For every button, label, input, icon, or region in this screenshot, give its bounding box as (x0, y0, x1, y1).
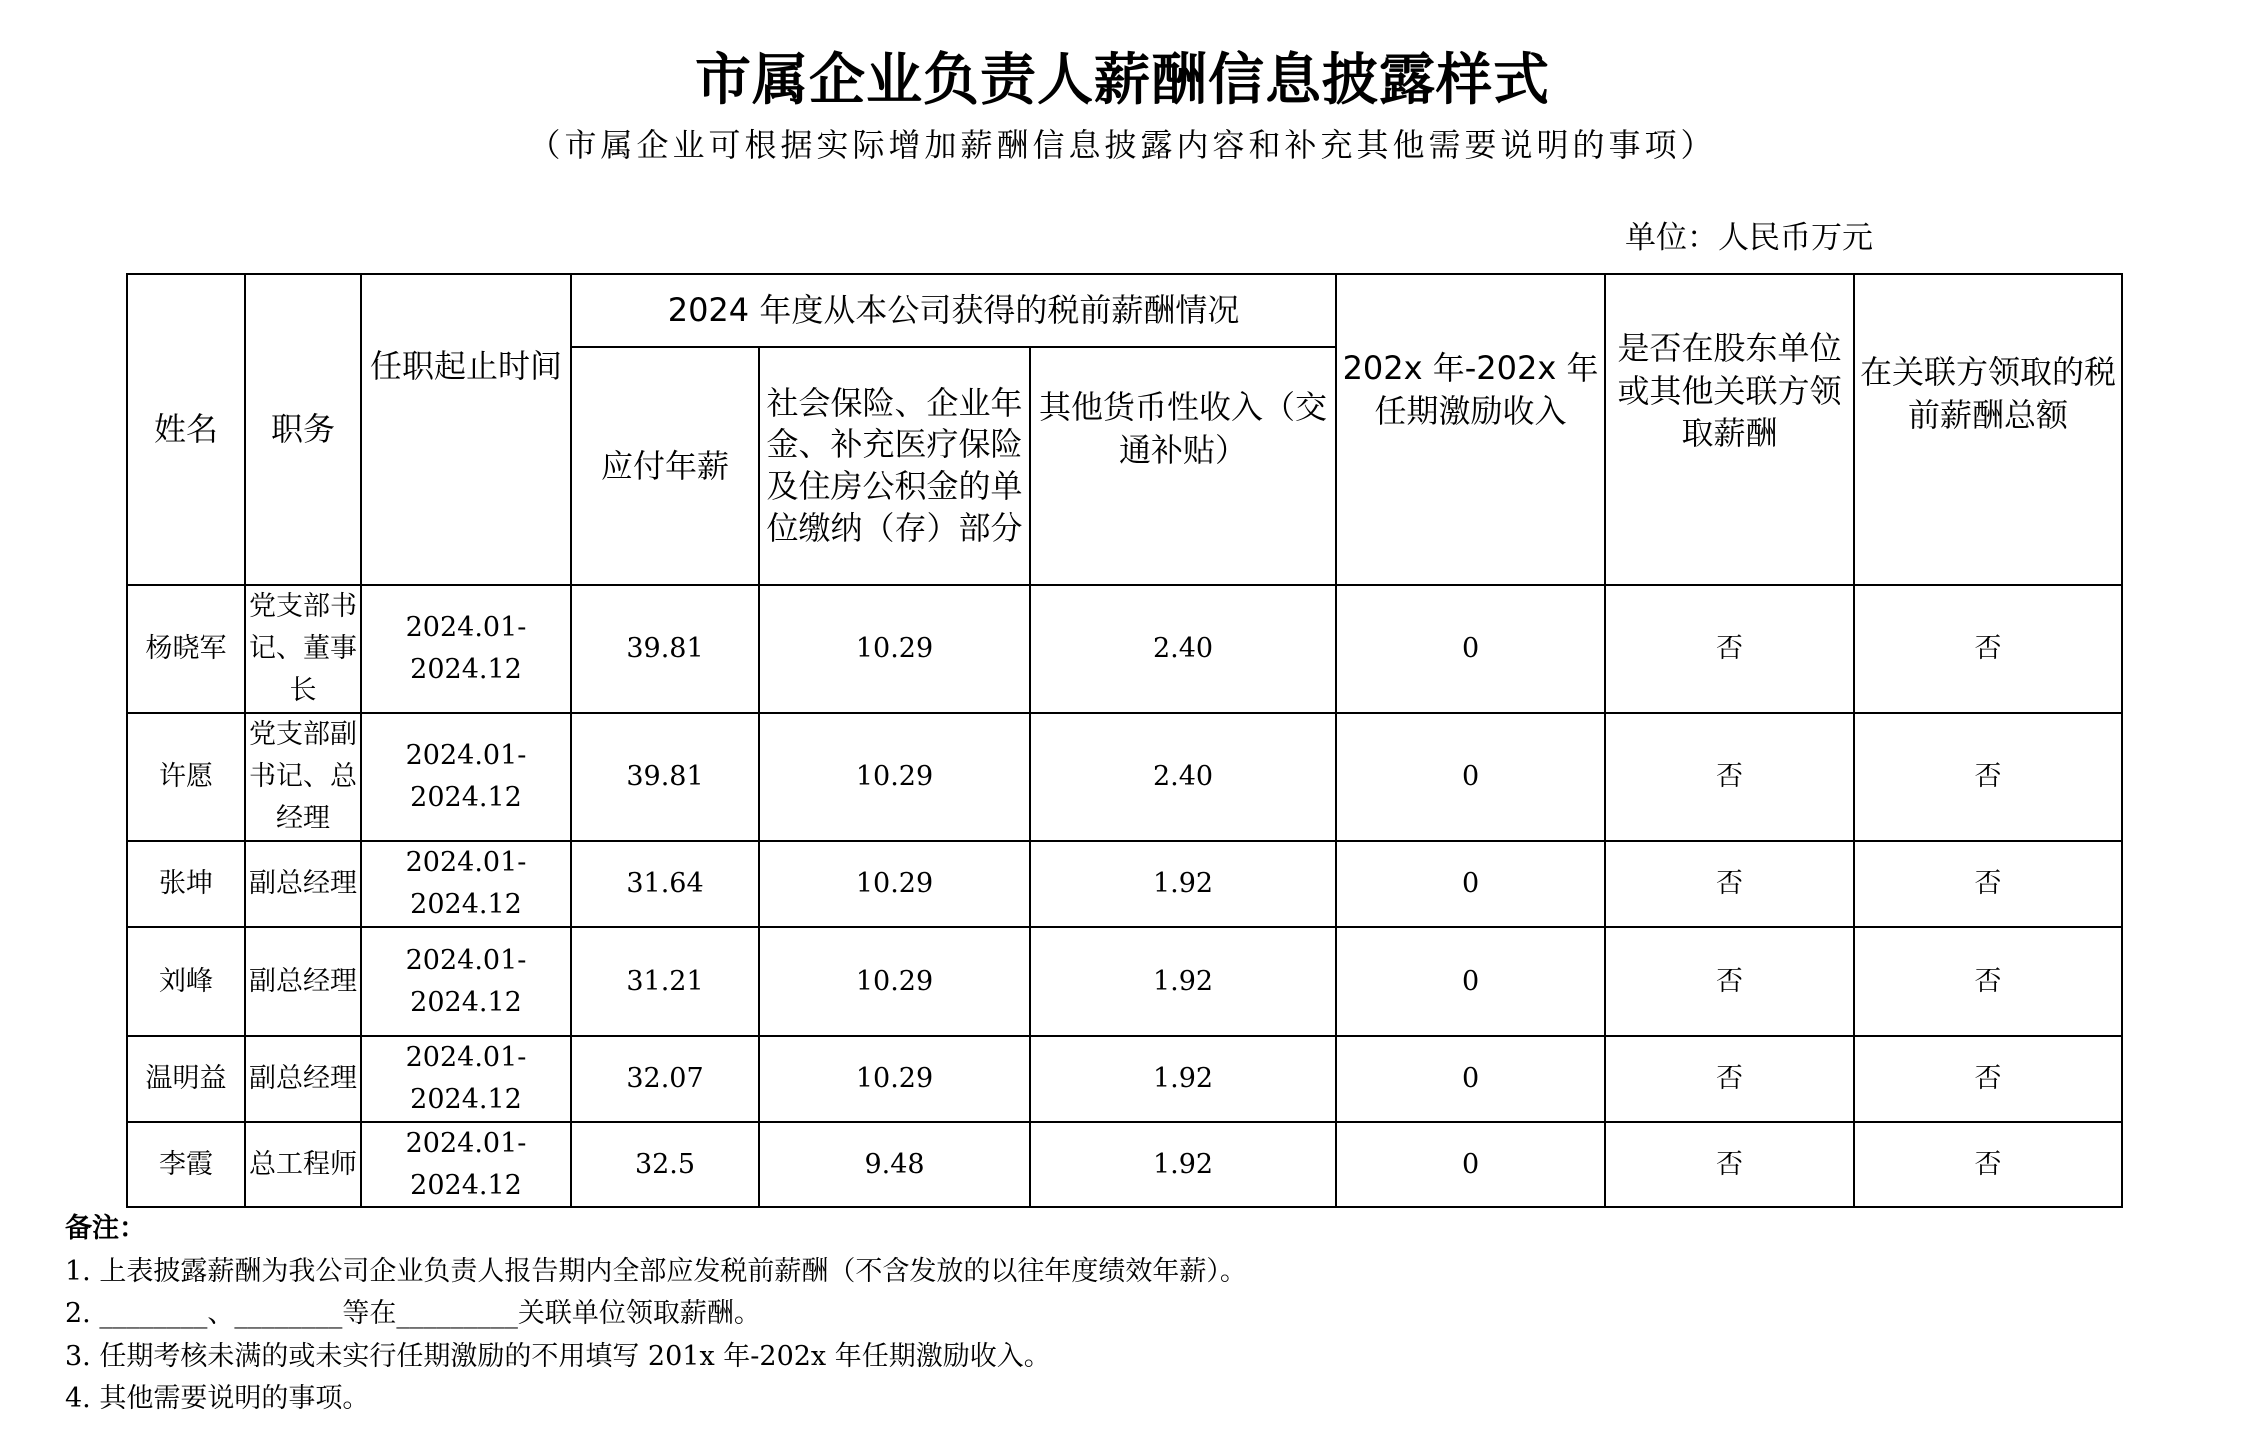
header-name: 姓名 (127, 274, 245, 585)
cell-related-total: 否 (1854, 927, 2122, 1036)
cell-incentive: 0 (1336, 1122, 1605, 1208)
cell-incentive: 0 (1336, 1036, 1605, 1122)
cell-position: 副总经理 (245, 841, 361, 927)
cell-social-insurance: 10.29 (759, 713, 1030, 841)
salary-table (126, 273, 2123, 1208)
cell-position: 总工程师 (245, 1122, 361, 1208)
cell-position: 党支部副书记、总经理 (245, 713, 361, 841)
cell-shareholder: 否 (1605, 1122, 1854, 1208)
cell-related-total: 否 (1854, 585, 2122, 713)
cell-name: 刘峰 (127, 927, 245, 1036)
cell-incentive: 0 (1336, 713, 1605, 841)
cell-other-income: 2.40 (1030, 713, 1336, 841)
cell-name: 李霞 (127, 1122, 245, 1208)
notes-section (65, 1208, 1247, 1421)
cell-position: 党支部书记、董事长 (245, 585, 361, 713)
cell-related-total: 否 (1854, 1122, 2122, 1208)
header-term: 任职起止时间 (361, 274, 571, 585)
table-row (127, 1122, 2122, 1208)
cell-social-insurance: 10.29 (759, 927, 1030, 1036)
cell-social-insurance: 9.48 (759, 1122, 1030, 1208)
page-subtitle: （市属企业可根据实际增加薪酬信息披露内容和补充其他需要说明的事项） (528, 126, 1717, 164)
cell-related-total: 否 (1854, 1036, 2122, 1122)
header-incentive: 202x 年-202x 年任期激励收入 (1336, 274, 1605, 585)
note-item: 2. ________、________等在_________关联单位领取薪酬。 (65, 1298, 761, 1329)
cell-term: 2024.01-2024.12 (361, 841, 571, 927)
cell-incentive: 0 (1336, 927, 1605, 1036)
table-row (127, 841, 2122, 927)
cell-term: 2024.01-2024.12 (361, 1036, 571, 1122)
cell-other-income: 1.92 (1030, 927, 1336, 1036)
notes-heading: 备注： (65, 1213, 146, 1244)
header-related-total: 在关联方领取的税前薪酬总额 (1854, 274, 2122, 585)
unit-label: 单位：人民币万元 (1625, 220, 1873, 256)
cell-other-income: 2.40 (1030, 585, 1336, 713)
cell-shareholder: 否 (1605, 585, 1854, 713)
cell-name: 温明益 (127, 1036, 245, 1122)
cell-social-insurance: 10.29 (759, 841, 1030, 927)
cell-position: 副总经理 (245, 1036, 361, 1122)
cell-shareholder: 否 (1605, 841, 1854, 927)
note-item: 4. 其他需要说明的事项。 (65, 1383, 370, 1414)
table-row (127, 1036, 2122, 1122)
table-row (127, 713, 2122, 841)
cell-term: 2024.01-2024.12 (361, 927, 571, 1036)
cell-annual-salary: 39.81 (571, 713, 759, 841)
cell-position: 副总经理 (245, 927, 361, 1036)
cell-other-income: 1.92 (1030, 1122, 1336, 1208)
header-other-income: 其他货币性收入（交通补贴） (1030, 347, 1336, 585)
cell-name: 杨晓军 (127, 585, 245, 713)
page-title: 市属企业负责人薪酬信息披露样式 (695, 48, 1550, 113)
header-group: 2024 年度从本公司获得的税前薪酬情况 (571, 274, 1336, 347)
cell-annual-salary: 32.5 (571, 1122, 759, 1208)
cell-annual-salary: 32.07 (571, 1036, 759, 1122)
cell-shareholder: 否 (1605, 927, 1854, 1036)
note-item: 3. 任期考核未满的或未实行任期激励的不用填写 201x 年-202x 年任期激励收入。 (65, 1340, 1051, 1372)
table-row (127, 927, 2122, 1036)
cell-term: 2024.01-2024.12 (361, 585, 571, 713)
cell-related-total: 否 (1854, 713, 2122, 841)
cell-annual-salary: 31.21 (571, 927, 759, 1036)
cell-shareholder: 否 (1605, 713, 1854, 841)
cell-term: 2024.01-2024.12 (361, 713, 571, 841)
cell-other-income: 1.92 (1030, 1036, 1336, 1122)
header-position: 职务 (245, 274, 361, 585)
cell-other-income: 1.92 (1030, 841, 1336, 927)
cell-annual-salary: 39.81 (571, 585, 759, 713)
cell-annual-salary: 31.64 (571, 841, 759, 927)
header-shareholder: 是否在股东单位或其他关联方领取薪酬 (1605, 274, 1854, 585)
cell-name: 张坤 (127, 841, 245, 927)
table-row (127, 585, 2122, 713)
note-item: 1. 上表披露薪酬为我公司企业负责人报告期内全部应发税前薪酬（不含发放的以往年度绩效年薪）。 (65, 1255, 1247, 1287)
cell-term: 2024.01-2024.12 (361, 1122, 571, 1208)
cell-related-total: 否 (1854, 841, 2122, 927)
header-annual-salary: 应付年薪 (571, 347, 759, 585)
cell-incentive: 0 (1336, 841, 1605, 927)
cell-social-insurance: 10.29 (759, 585, 1030, 713)
cell-social-insurance: 10.29 (759, 1036, 1030, 1122)
cell-name: 许愿 (127, 713, 245, 841)
cell-shareholder: 否 (1605, 1036, 1854, 1122)
cell-incentive: 0 (1336, 585, 1605, 713)
header-social-insurance: 社会保险、企业年金、补充医疗保险及住房公积金的单位缴纳（存）部分 (759, 347, 1030, 585)
